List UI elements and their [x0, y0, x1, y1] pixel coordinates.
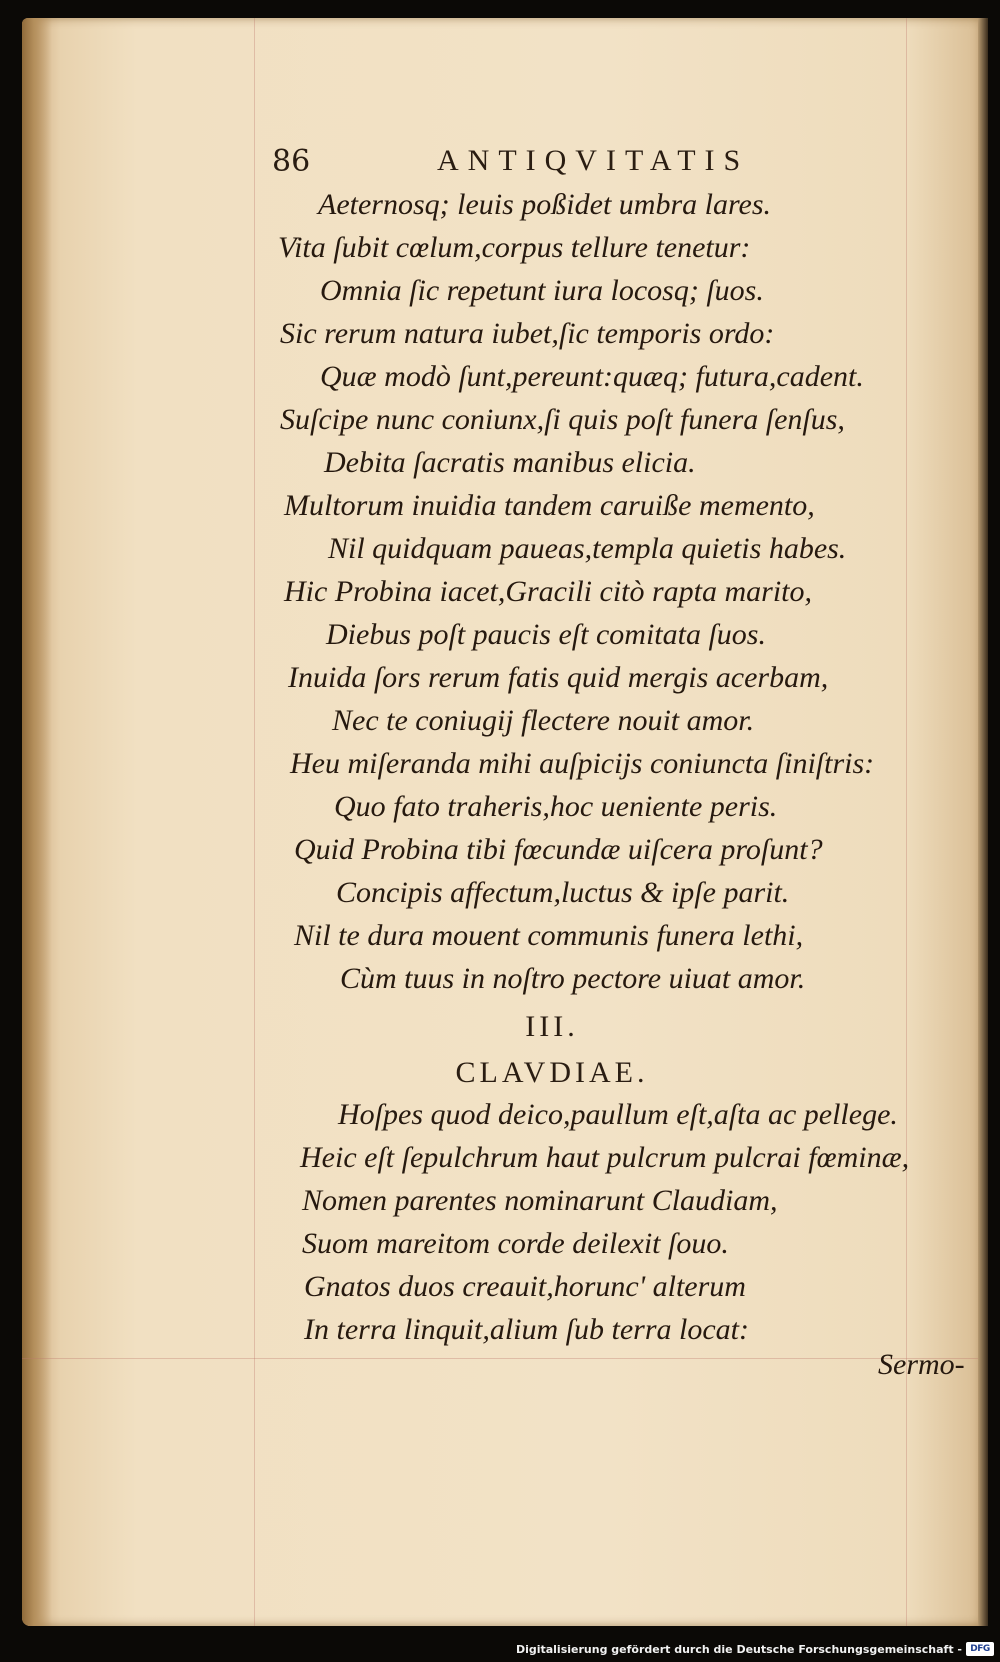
dfg-logo: DFG	[966, 1642, 994, 1656]
text-line: Quæ modò ſunt,pereunt:quæq; futura,cadent.	[320, 360, 864, 393]
text-line: Inuida ſors rerum fatis quid mergis acerbam,	[288, 661, 829, 694]
page-edge	[978, 18, 988, 1626]
running-title: ANTIQVITATIS	[437, 144, 750, 177]
text-line: In terra linquit,alium ſub terra locat:	[304, 1313, 749, 1346]
text-line: Gnatos duos creauit,horunc' alterum	[304, 1270, 746, 1303]
text-line: Omnia ſic repetunt iura locosq; ſuos.	[320, 274, 764, 307]
text-line: Suſcipe nunc coniunx,ſi quis poſt funera ſenſus,	[280, 403, 845, 436]
text-line: Quo fato traheris,hoc ueniente peris.	[334, 790, 778, 823]
text-line: Multorum inuidia tandem caruiße memento,	[284, 489, 815, 522]
text-line: Diebus poſt paucis eſt comitata ſuos.	[326, 618, 766, 651]
margin-guide	[254, 18, 255, 1626]
footer-credit: Digitalisierung gefördert durch die Deutsche Forschungsgemeinschaft -	[515, 1643, 962, 1656]
text-line: Hoſpes quod deico,paullum eſt,aſta ac pellege.	[338, 1098, 898, 1131]
text-line: Nil te dura mouent communis funera lethi,	[294, 919, 804, 952]
text-line: Aeternosq; leuis poßidet umbra lares.	[318, 188, 772, 221]
text-line: Nec te coniugij flectere nouit amor.	[332, 704, 755, 737]
text-line: Nomen parentes nominarunt Claudiam,	[302, 1184, 778, 1217]
text-line: Quid Probina tibi fœcundæ uiſcera proſunt?	[294, 833, 823, 866]
text-line: Cùm tuus in noſtro pectore uiuat amor.	[340, 962, 806, 995]
section-title: CLAVDIAE.	[455, 1056, 649, 1089]
text-line: Debita ſacratis manibus elicia.	[324, 446, 696, 479]
page-number: 86	[272, 144, 311, 179]
text-line: Hic Probina iacet,Gracili citò rapta marito,	[284, 575, 813, 608]
section-number-wrap	[272, 1010, 832, 1050]
catchword: Sermo-	[878, 1348, 965, 1381]
page-header	[272, 140, 832, 190]
margin-guide	[22, 1358, 984, 1359]
section-title-wrap	[272, 1056, 832, 1096]
section-number: III.	[525, 1010, 579, 1043]
text-line: Suom mareitom corde deilexit ſouo.	[302, 1227, 729, 1260]
text-line: Sic rerum natura iubet,ſic temporis ordo:	[280, 317, 775, 350]
text-line: Concipis affectum,luctus & ipſe parit.	[336, 876, 790, 909]
text-line: Vita ſubit cœlum,corpus tellure tenetur:	[278, 231, 751, 264]
text-line: Heic eſt ſepulchrum haut pulcrum pulcrai fœminæ,	[300, 1141, 910, 1174]
text-line: Nil quidquam paueas,templa quietis habes.	[328, 532, 847, 565]
margin-guide	[906, 18, 907, 1626]
footer-bar	[0, 1626, 1000, 1662]
text-line: Heu miſeranda mihi auſpicijs coniuncta ſiniſtris:	[290, 747, 875, 780]
